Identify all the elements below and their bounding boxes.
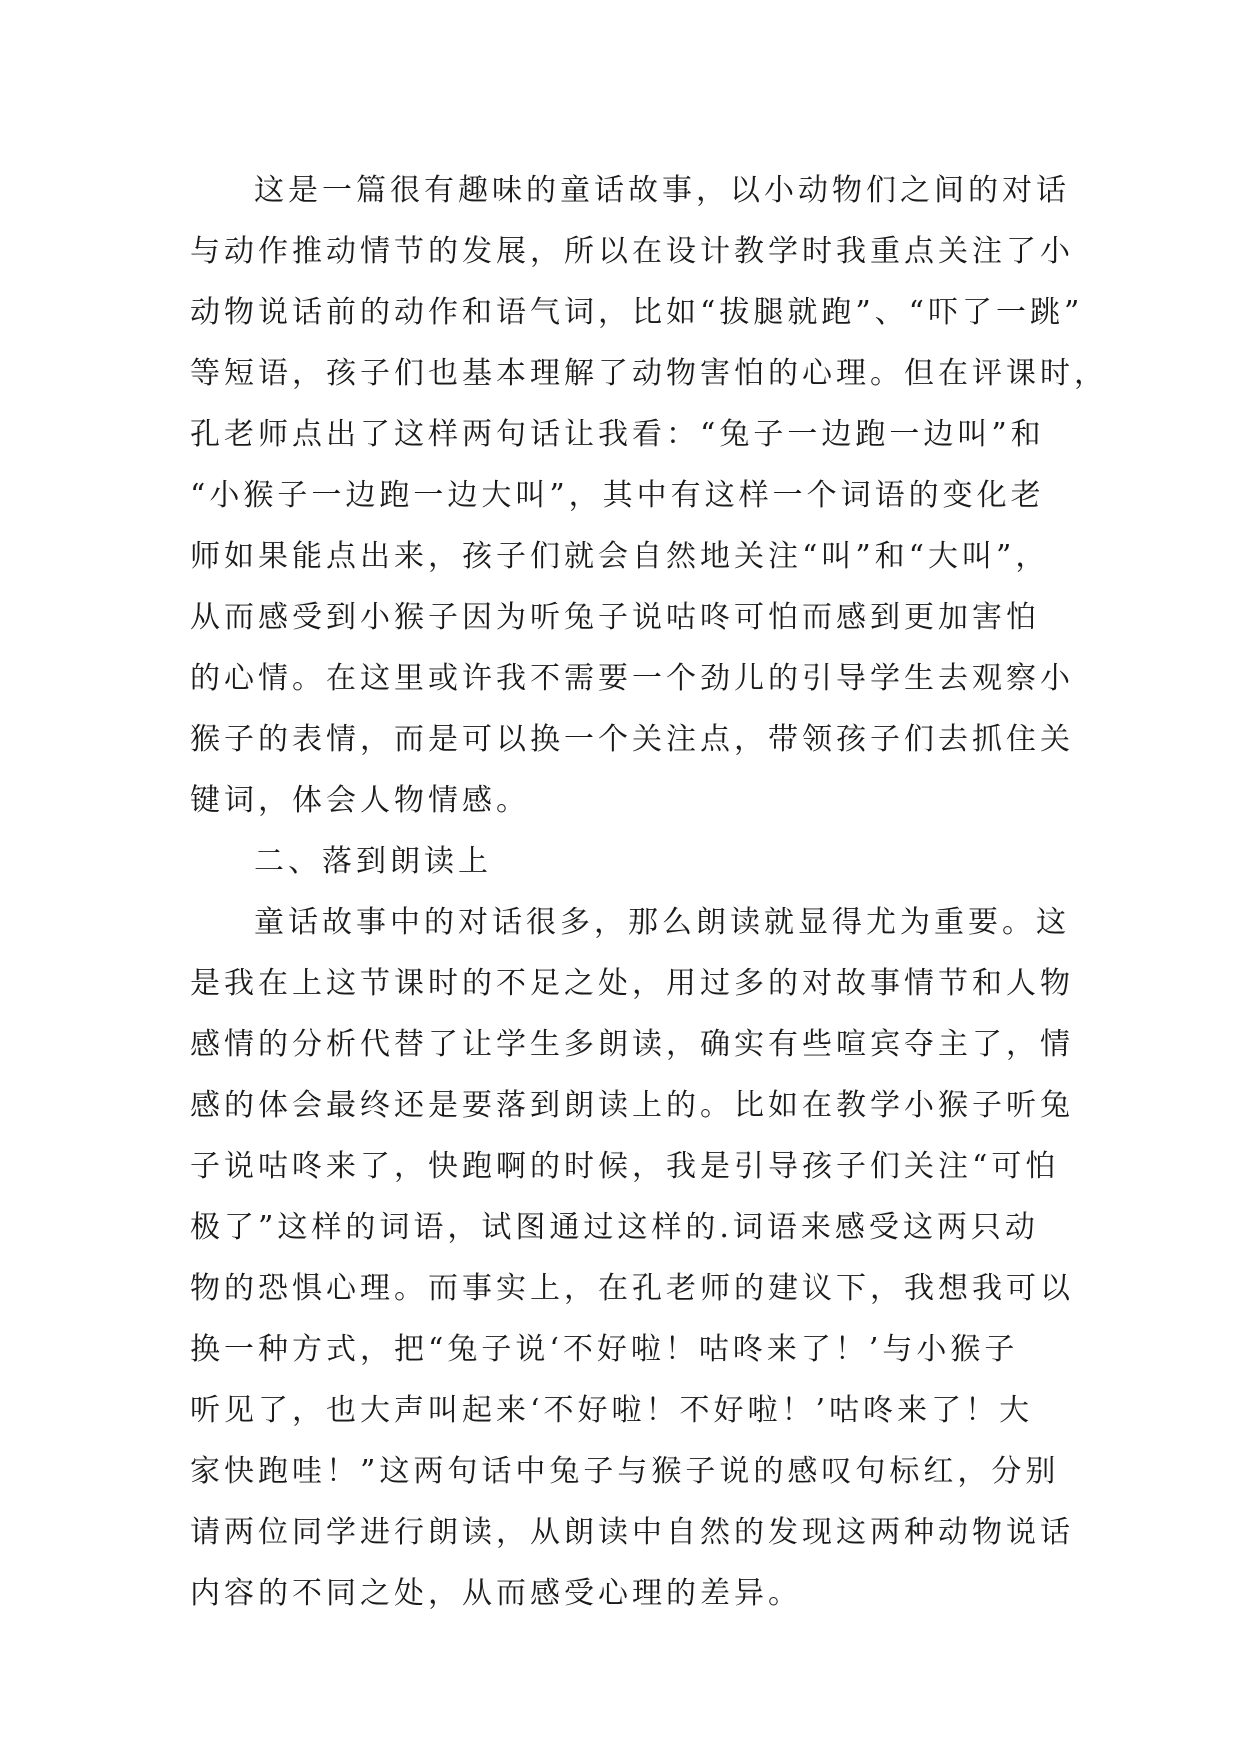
text-line: 师如果能点出来，孩子们就会自然地关注“叫”和“大叫”， <box>190 539 1050 574</box>
text-line: 的心情。在这里或许我不需要一个劲儿的引导学生去观察小 <box>190 661 1074 696</box>
section-heading: 二、落到朗读上 <box>254 844 492 879</box>
text-line: 键词，体会人物情感。 <box>190 783 530 818</box>
text-line: 从而感受到小猴子因为听兔子说咕咚可怕而感到更加害怕 <box>190 600 1040 635</box>
text-line: 是我在上这节课时的不足之处，用过多的对故事情节和人物 <box>190 966 1074 1001</box>
text-line: 童话故事中的对话很多，那么朗读就显得尤为重要。这 <box>254 905 1070 940</box>
text-line: 听见了，也大声叫起来‘不好啦！不好啦！’咕咚来了！大 <box>190 1393 1034 1428</box>
text-line: 猴子的表情，而是可以换一个关注点，带领孩子们去抓住关 <box>190 722 1074 757</box>
text-line: 这是一篇很有趣味的童话故事，以小动物们之间的对话 <box>254 173 1070 208</box>
text-line: 等短语，孩子们也基本理解了动物害怕的心理。但在评课时， <box>190 356 1108 391</box>
text-line: 换一种方式，把“兔子说‘不好啦！咕咚来了！’与小猴子 <box>190 1332 1019 1367</box>
text-line: 请两位同学进行朗读，从朗读中自然的发现这两种动物说话 <box>190 1515 1074 1550</box>
text-line: 内容的不同之处，从而感受心理的差异。 <box>190 1576 802 1611</box>
text-line: 孔老师点出了这样两句话让我看：“兔子一边跑一边叫”和 <box>190 417 1045 452</box>
text-line: 感情的分析代替了让学生多朗读，确实有些喧宾夺主了，情 <box>190 1027 1074 1062</box>
text-line: 感的体会最终还是要落到朗读上的。比如在教学小猴子听兔 <box>190 1088 1074 1123</box>
text-line: 子说咕咚来了，快跑啊的时候，我是引导孩子们关注“可怕 <box>190 1149 1060 1184</box>
text-line: 与动作推动情节的发展，所以在设计教学时我重点关注了小 <box>190 234 1074 269</box>
text-line: 家快跑哇！”这两句话中兔子与猴子说的感叹句标红，分别 <box>190 1454 1060 1489</box>
text-line: “小猴子一边跑一边大叫”，其中有这样一个词语的变化老 <box>190 478 1045 513</box>
document-body <box>190 160 1108 1624</box>
text-line: 物的恐惧心理。而事实上，在孔老师的建议下，我想我可以 <box>190 1271 1074 1306</box>
text-line: 极了”这样的词语，试图通过这样的.词语来感受这两只动 <box>190 1210 1039 1245</box>
text-line: 动物说话前的动作和语气词，比如“拔腿就跑”、“吓了一跳” <box>190 295 1084 330</box>
